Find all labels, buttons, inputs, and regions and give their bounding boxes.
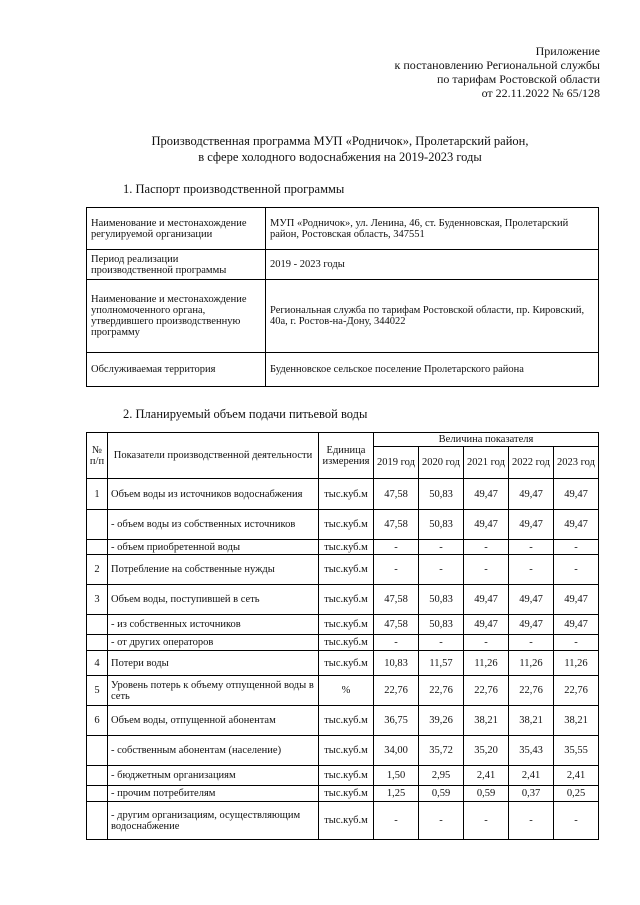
header-year: 2019 год (374, 447, 419, 479)
row-value: 1,25 (374, 786, 419, 802)
row-value: - (374, 635, 419, 651)
row-value: - (464, 555, 509, 585)
table-row (87, 766, 599, 786)
passport-label: Обслуживаемая территория (87, 353, 266, 387)
row-num: 3 (87, 585, 108, 615)
row-num: 5 (87, 676, 108, 706)
row-value: 10,83 (374, 651, 419, 676)
table-row (87, 555, 599, 585)
row-name: - другим организациям, осуществляющим водоснабжение (108, 802, 319, 840)
volume-table (86, 432, 599, 840)
passport-value: 2019 - 2023 годы (266, 250, 599, 280)
passport-label: Период реализации производственной программы (87, 250, 266, 280)
row-value: 0,37 (509, 786, 554, 802)
row-num (87, 802, 108, 840)
title-line: в сфере холодного водоснабжения на 2019-2023 годы (198, 150, 482, 164)
row-value: - (509, 540, 554, 555)
row-value: 49,47 (554, 615, 599, 635)
row-value: 34,00 (374, 736, 419, 766)
row-value: 50,83 (419, 479, 464, 510)
row-value: 47,58 (374, 510, 419, 540)
appendix-line: к постановлению Региональной службы (394, 58, 600, 72)
row-unit: тыс.куб.м (319, 786, 374, 802)
table-row (87, 651, 599, 676)
row-name: - бюджетным организациям (108, 766, 319, 786)
table-row (87, 615, 599, 635)
row-num (87, 615, 108, 635)
row-name: - объем воды из собственных источников (108, 510, 319, 540)
row-value: - (554, 540, 599, 555)
row-value: 11,26 (554, 651, 599, 676)
row-value: - (464, 635, 509, 651)
row-value: 49,47 (554, 585, 599, 615)
row-value: 39,26 (419, 706, 464, 736)
passport-value: МУП «Родничок», ул. Ленина, 46, ст. Буденновская, Пролетарский район, Ростовская область, 347551 (266, 208, 599, 250)
row-unit: тыс.куб.м (319, 510, 374, 540)
row-name: Потребление на собственные нужды (108, 555, 319, 585)
row-unit: % (319, 676, 374, 706)
row-name: Уровень потерь к объему отпущенной воды в сеть (108, 676, 319, 706)
row-value: 49,47 (509, 585, 554, 615)
row-value: 22,76 (374, 676, 419, 706)
row-value: 38,21 (554, 706, 599, 736)
row-unit: тыс.куб.м (319, 651, 374, 676)
row-value: 2,41 (554, 766, 599, 786)
row-value: 49,47 (464, 479, 509, 510)
row-value: - (419, 540, 464, 555)
row-value: 49,47 (509, 479, 554, 510)
table-row (87, 280, 599, 353)
row-value: 35,20 (464, 736, 509, 766)
row-value: - (374, 802, 419, 840)
table-row (87, 786, 599, 802)
row-unit: тыс.куб.м (319, 479, 374, 510)
table-row (87, 510, 599, 540)
table-row (87, 736, 599, 766)
row-value: - (419, 635, 464, 651)
row-value: 22,76 (464, 676, 509, 706)
passport-value: Региональная служба по тарифам Ростовской области, пр. Кировский, 40а, г. Ростов-на-Дону, 344022 (266, 280, 599, 353)
row-value: 35,72 (419, 736, 464, 766)
appendix-line: по тарифам Ростовской области (436, 72, 600, 86)
row-value: 36,75 (374, 706, 419, 736)
row-name: - собственным абонентам (население) (108, 736, 319, 766)
row-value: 2,95 (419, 766, 464, 786)
row-value: 22,76 (554, 676, 599, 706)
table-row (87, 250, 599, 280)
row-value: 35,43 (509, 736, 554, 766)
row-value: 1,50 (374, 766, 419, 786)
row-value: - (419, 555, 464, 585)
row-unit: тыс.куб.м (319, 635, 374, 651)
passport-value: Буденновское сельское поселение Пролетарского района (266, 353, 599, 387)
row-name: - от других операторов (108, 635, 319, 651)
document-title (0, 133, 640, 165)
row-value: - (554, 555, 599, 585)
row-name: - прочим потребителям (108, 786, 319, 802)
row-unit: тыс.куб.м (319, 736, 374, 766)
row-name: - объем приобретенной воды (108, 540, 319, 555)
header-value-group: Величина показателя (374, 433, 599, 447)
passport-table (86, 207, 599, 387)
appendix-line: Приложение (535, 44, 600, 58)
row-value: 49,47 (554, 510, 599, 540)
row-num (87, 510, 108, 540)
row-name: Объем воды, отпущенной абонентам (108, 706, 319, 736)
row-value: 38,21 (464, 706, 509, 736)
table-row (87, 676, 599, 706)
row-value: - (419, 802, 464, 840)
section-heading-passport: 1. Паспорт производственной программы (123, 182, 345, 196)
header-year: 2021 год (464, 447, 509, 479)
row-num (87, 736, 108, 766)
header-unit: Единица измерения (319, 433, 374, 479)
row-num (87, 766, 108, 786)
section-heading-volume: 2. Планируемый объем подачи питьевой воды (123, 407, 368, 421)
row-value: 49,47 (554, 479, 599, 510)
header-year: 2022 год (509, 447, 554, 479)
row-value: 0,59 (419, 786, 464, 802)
row-value: - (554, 802, 599, 840)
appendix-block (395, 44, 600, 100)
table-header-row (87, 433, 599, 447)
row-name: Объем воды из источников водоснабжения (108, 479, 319, 510)
header-year: 2020 год (419, 447, 464, 479)
row-num: 4 (87, 651, 108, 676)
row-value: 0,25 (554, 786, 599, 802)
header-num: № п/п (87, 433, 108, 479)
row-value: 38,21 (509, 706, 554, 736)
table-row (87, 635, 599, 651)
row-value: 11,26 (509, 651, 554, 676)
row-value: 22,76 (509, 676, 554, 706)
row-value: 47,58 (374, 585, 419, 615)
row-name: Объем воды, поступившей в сеть (108, 585, 319, 615)
row-value: - (464, 540, 509, 555)
table-row (87, 353, 599, 387)
row-value: 0,59 (464, 786, 509, 802)
row-unit: тыс.куб.м (319, 766, 374, 786)
row-num: 2 (87, 555, 108, 585)
table-row (87, 479, 599, 510)
header-year: 2023 год (554, 447, 599, 479)
row-name: - из собственных источников (108, 615, 319, 635)
appendix-line: от 22.11.2022 № 65/128 (481, 86, 600, 100)
row-value: 35,55 (554, 736, 599, 766)
row-unit: тыс.куб.м (319, 585, 374, 615)
row-value: - (509, 635, 554, 651)
row-value: - (554, 635, 599, 651)
row-num (87, 786, 108, 802)
row-value: 47,58 (374, 479, 419, 510)
row-unit: тыс.куб.м (319, 615, 374, 635)
row-num: 6 (87, 706, 108, 736)
row-value: - (374, 540, 419, 555)
row-value: 11,26 (464, 651, 509, 676)
title-line: Производственная программа МУП «Родничок», Пролетарский район, (151, 134, 529, 148)
header-indicator: Показатели производственной деятельности (108, 433, 319, 479)
row-name: Потери воды (108, 651, 319, 676)
row-value: 50,83 (419, 615, 464, 635)
passport-label: Наименование и местонахождение регулируемой организации (87, 208, 266, 250)
row-unit: тыс.куб.м (319, 706, 374, 736)
row-num (87, 635, 108, 651)
row-value: 11,57 (419, 651, 464, 676)
row-unit: тыс.куб.м (319, 802, 374, 840)
row-num (87, 540, 108, 555)
table-row (87, 802, 599, 840)
row-value: - (464, 802, 509, 840)
row-value: - (509, 802, 554, 840)
table-row (87, 706, 599, 736)
row-value: - (509, 555, 554, 585)
row-value: - (374, 555, 419, 585)
passport-label: Наименование и местонахождение уполномоченного органа, утвердившего производственную программу (87, 280, 266, 353)
table-row (87, 585, 599, 615)
row-value: 50,83 (419, 585, 464, 615)
row-unit: тыс.куб.м (319, 555, 374, 585)
row-value: 2,41 (464, 766, 509, 786)
row-value: 49,47 (509, 510, 554, 540)
row-value: 49,47 (464, 510, 509, 540)
row-num: 1 (87, 479, 108, 510)
row-value: 49,47 (509, 615, 554, 635)
row-value: 50,83 (419, 510, 464, 540)
row-value: 47,58 (374, 615, 419, 635)
row-value: 22,76 (419, 676, 464, 706)
row-value: 2,41 (509, 766, 554, 786)
row-unit: тыс.куб.м (319, 540, 374, 555)
row-value: 49,47 (464, 615, 509, 635)
table-row (87, 208, 599, 250)
row-value: 49,47 (464, 585, 509, 615)
table-row (87, 540, 599, 555)
